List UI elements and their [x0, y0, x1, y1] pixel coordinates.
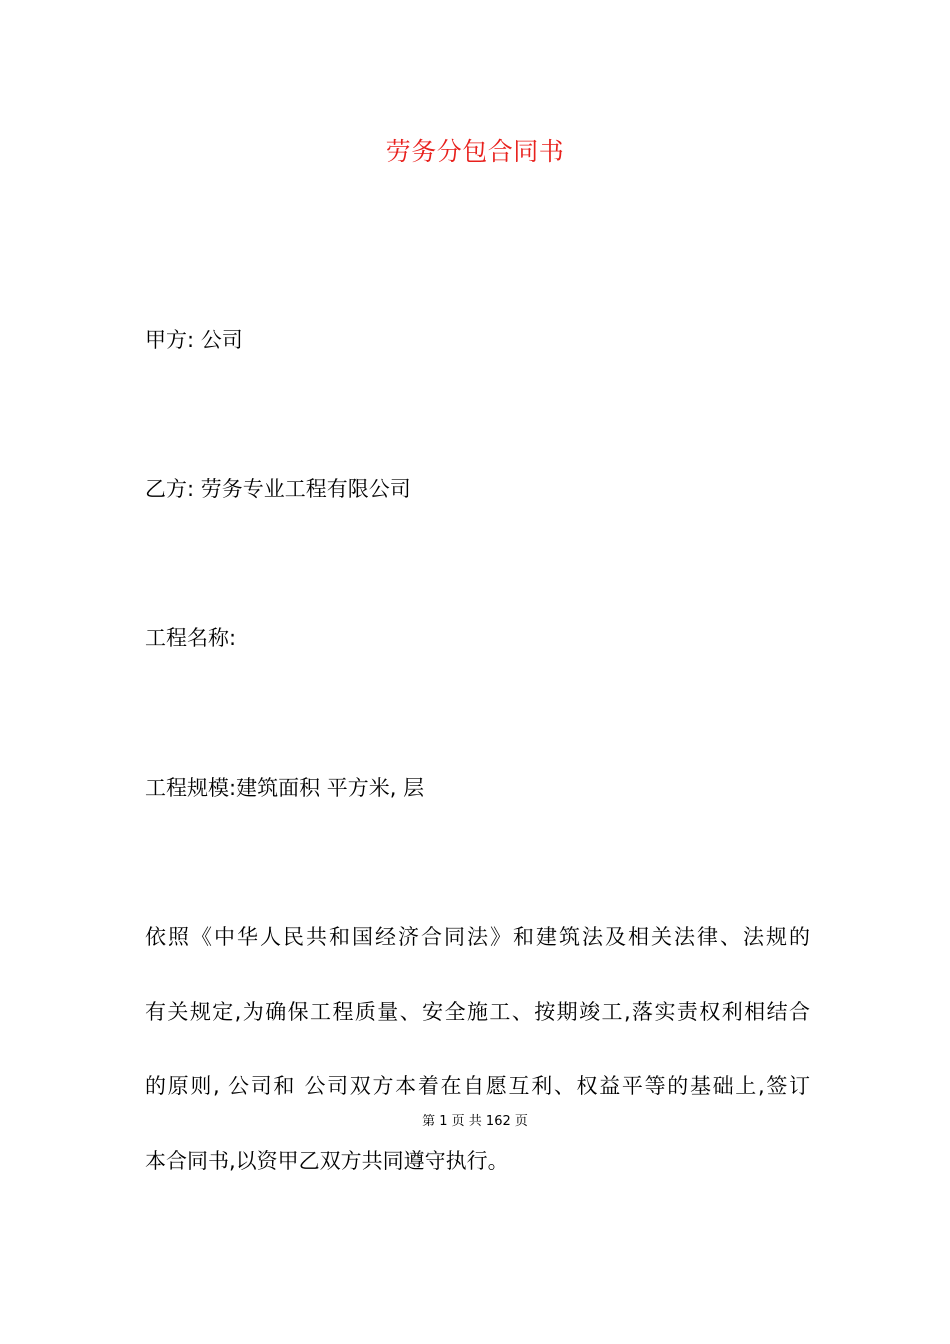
party-b-line: 乙方: 劳务专业工程有限公司: [145, 477, 411, 501]
paragraph-line-1: 依照《中华人民共和国经济合同法》和建筑法及相关法律、法规的: [145, 925, 810, 949]
paragraph-line-2: 有关规定,为确保工程质量、安全施工、按期竣工,落实责权利相结合: [145, 1000, 810, 1024]
paragraph-line-3: 的原则, 公司和 公司双方本着在自愿互利、权益平等的基础上,签订: [145, 1074, 810, 1098]
project-scale-line: 工程规模:建筑面积 平方米, 层: [145, 776, 425, 800]
document-title: 劳务分包合同书: [385, 137, 565, 166]
project-name-line: 工程名称:: [145, 626, 237, 650]
paragraph-line-4: 本合同书,以资甲乙双方共同遵守执行。: [145, 1149, 509, 1173]
page-number: 第 1 页 共 162 页: [422, 1114, 528, 1129]
party-a-line: 甲方: 公司: [145, 328, 243, 352]
